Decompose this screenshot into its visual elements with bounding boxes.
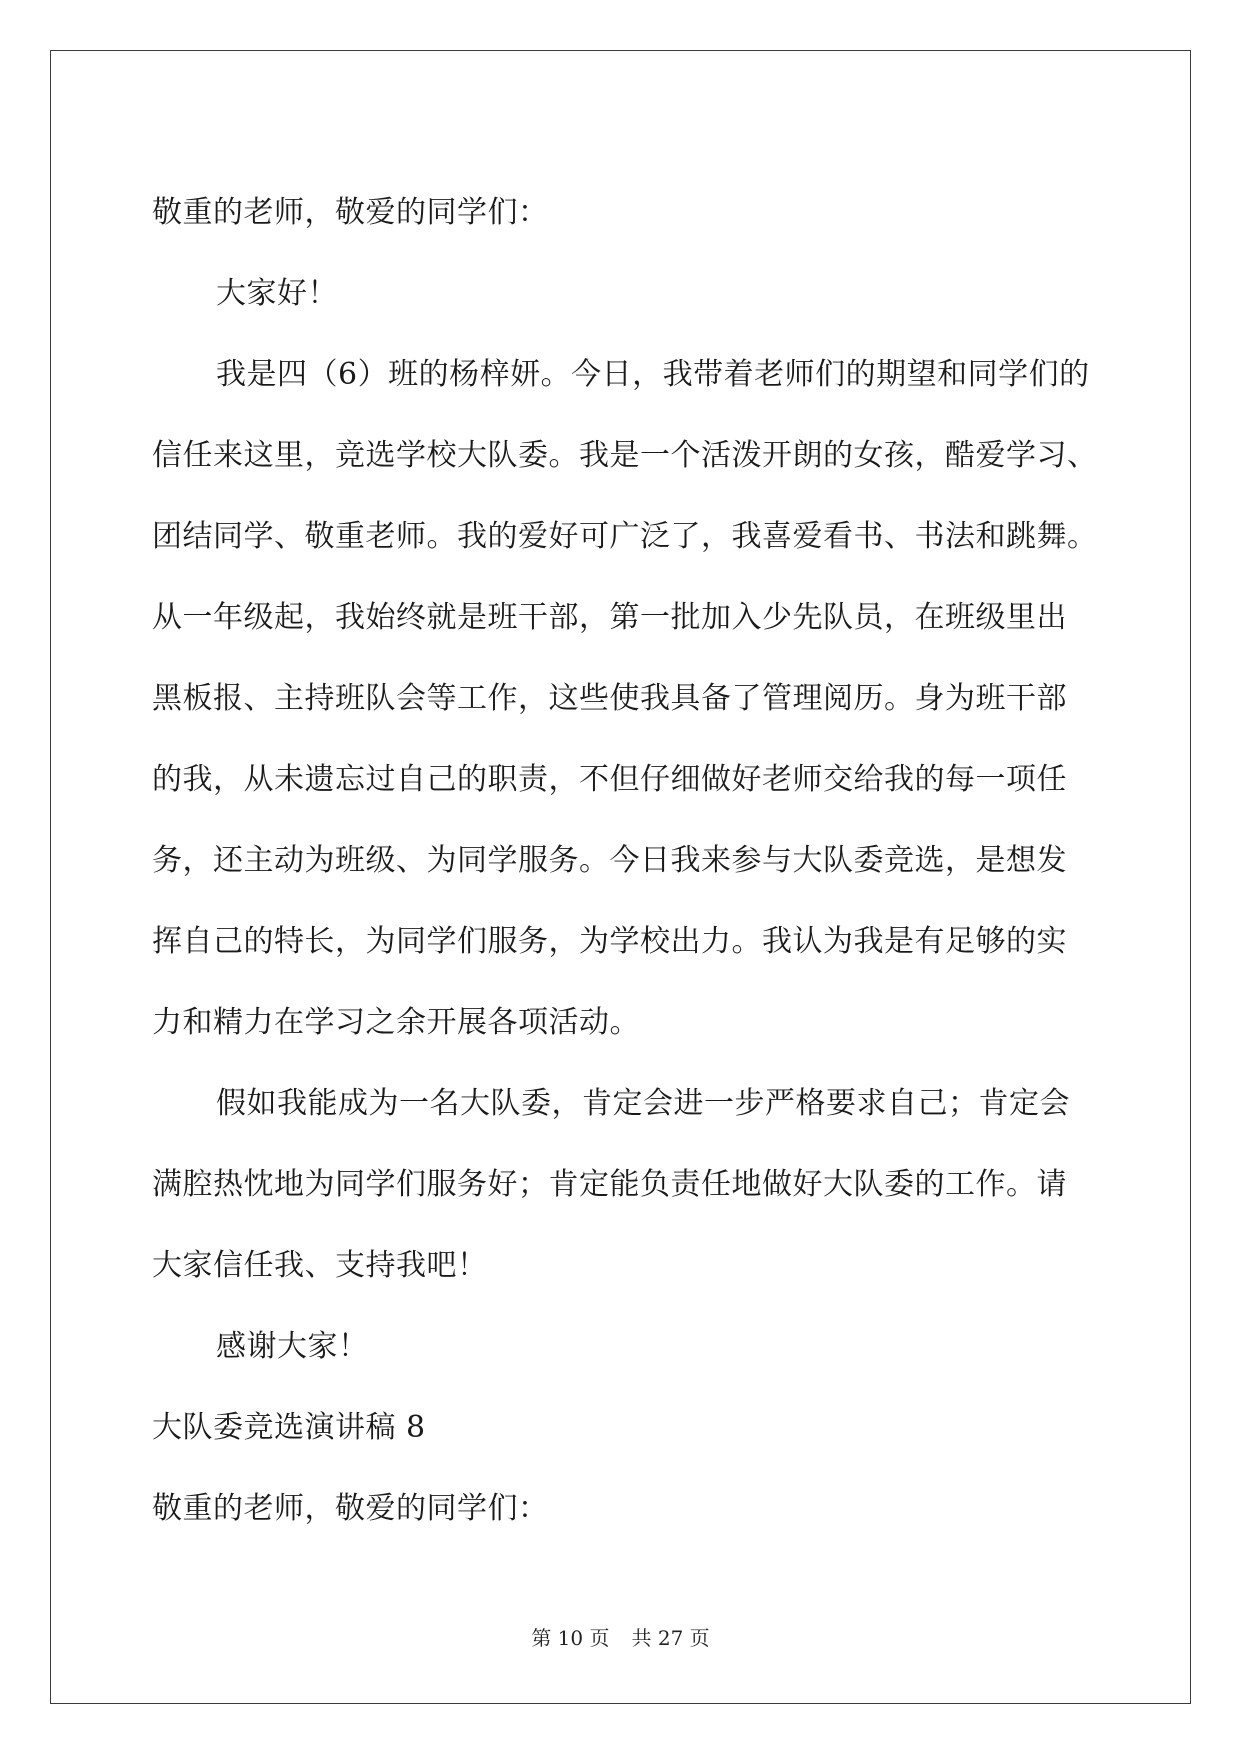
- total-pages: 共 27 页: [631, 1626, 710, 1650]
- document-body: [152, 172, 1098, 1549]
- paragraph-line: 大家好！: [216, 276, 338, 311]
- paragraph-line: 力和精力在学习之余开展各项活动。: [152, 1005, 640, 1040]
- paragraph-line: 黑板报、主持班队会等工作，这些使我具备了管理阅历。身为班干部: [152, 681, 1067, 716]
- paragraph-line: 满腔热忱地为同学们服务好；肯定能负责任地做好大队委的工作。请: [152, 1167, 1067, 1202]
- paragraph-line: 大家信任我、支持我吧！: [152, 1248, 488, 1283]
- paragraph-line: 从一年级起，我始终就是班干部，第一批加入少先队员，在班级里出: [152, 600, 1067, 635]
- paragraph-line: 感谢大家！: [216, 1329, 369, 1364]
- section-heading: 大队委竞选演讲稿 8: [152, 1410, 426, 1445]
- paragraph-line: 团结同学、敬重老师。我的爱好可广泛了，我喜爱看书、书法和跳舞。: [152, 519, 1098, 554]
- paragraph-line: 挥自己的特长，为同学们服务，为学校出力。我认为我是有足够的实: [152, 924, 1067, 959]
- paragraph-line: 的我，从未遗忘过自己的职责，不但仔细做好老师交给我的每一项任: [152, 762, 1067, 797]
- paragraph-line: 信任来这里，竞选学校大队委。我是一个活泼开朗的女孩，酷爱学习、: [152, 438, 1098, 473]
- greeting-line: 敬重的老师，敬爱的同学们：: [152, 1491, 549, 1526]
- current-page-number: 第 10 页: [531, 1626, 610, 1650]
- paragraph-line: 假如我能成为一名大队委，肯定会进一步严格要求自己；肯定会: [216, 1086, 1070, 1121]
- page-footer: [0, 1622, 1241, 1651]
- paragraph-line: 务，还主动为班级、为同学服务。今日我来参与大队委竞选，是想发: [152, 843, 1067, 878]
- paragraph-line: 我是四（6）班的杨梓妍。今日，我带着老师们的期望和同学们的: [216, 357, 1090, 392]
- greeting-line: 敬重的老师，敬爱的同学们：: [152, 195, 549, 230]
